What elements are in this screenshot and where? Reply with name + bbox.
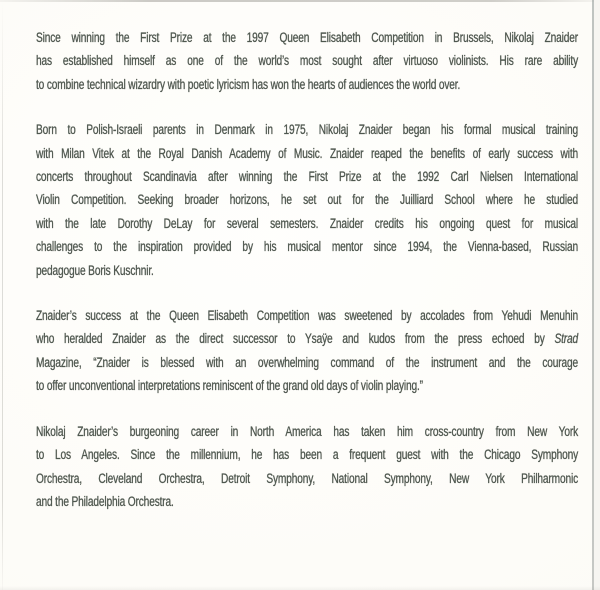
text-segment: challenges to the inspiration provided by his musical mentor since 1994, the Vienna-based, Russian [36,239,579,255]
text-segment: with Milan Vitek at the Royal Danish Academy of Music. Znaider reaped the benefits of early success with [36,145,579,161]
text-line [36,490,578,513]
text-segment: Since winning the First Prize at the 1997 Queen Elisabeth Competition in Brussels, Nikolaj Znaider [36,30,579,45]
text-line [36,118,578,141]
text-line [36,467,578,490]
text-line [36,420,578,443]
text-segment: with the late Dorothy DeLay for several semesters. Znaider credits his ongoing quest for musical [36,215,579,231]
scan-left-edge [2,0,3,590]
text-segment: Magazine, “Znaider is blessed with an overwhelming command of the instrument and the courage [36,354,579,370]
text-segment: who heralded Znaider as the direct successor to Ysaÿe and kudos from the press echoed by [36,331,555,347]
text-line [36,374,578,397]
text-segment: Nikolaj Znaider’s burgeoning career in North America has taken him cross-country from New York [36,423,579,439]
text-line [36,142,578,165]
text-line [36,26,578,49]
text-line [36,73,578,96]
text-segment: to combine technical wizardry with poetic lyricism has won the hearts of audiences the world over. [36,76,461,92]
paragraph [36,118,578,282]
text-line [36,188,578,211]
text-line [36,304,578,327]
text-segment: Znaider’s success at the Queen Elisabeth Competition was sweetened by accolades from Yehudi Menuhin [36,308,579,324]
text-line [36,327,578,350]
text-line [36,212,578,235]
booklet-text [36,26,578,513]
text-line [36,443,578,466]
text-segment: to offer unconventional interpretations reminiscent of the grand old days of violin playing.” [36,378,423,394]
text-segment: to Los Angeles. Since the millennium, he has been a frequent guest with the Chicago Symphony [36,447,579,463]
scan-bottom-shadow [0,586,600,590]
text-line [36,235,578,258]
paragraph [36,420,578,514]
text-segment: Born to Polish-Israeli parents in Denmark in 1975, Nikolaj Znaider began his formal musical training [36,122,579,138]
text-segment: pedagogue Boris Kuschnir. [36,262,154,278]
text-line [36,165,578,188]
text-segment: has established himself as one of the world’s most sought after virtuoso violinists. His rare ability [36,53,579,69]
scan-top-edge [0,0,600,2]
text-segment: and the Philadelphia Orchestra. [36,493,174,509]
text-line [36,49,578,72]
text-segment: Orchestra, Cleveland Orchestra, Detroit Symphony, National Symphony, New York Philharmonic [36,470,579,486]
scan-right-edge-line [592,0,594,590]
text-segment: Violin Competition. Seeking broader horizons, he set out for the Juilliard School where he studied [36,192,579,208]
scan-right-paper-edge [594,0,600,590]
text-segment: concerts throughout Scandinavia after winning the First Prize at the 1992 Carl Nielsen International [36,169,579,185]
italic-magazine-title: Strad [554,331,579,347]
paragraph [36,26,578,96]
text-line [36,259,578,282]
paragraph [36,304,578,398]
text-line [36,351,578,374]
